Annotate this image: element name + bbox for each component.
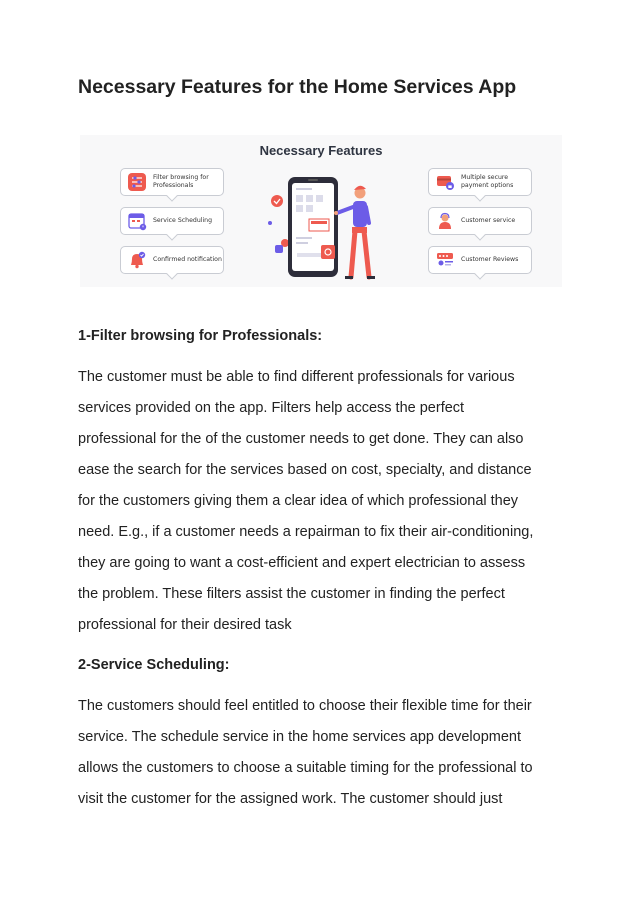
phone-person-illustration — [265, 173, 385, 285]
feature-card-service-scheduling — [120, 207, 224, 235]
feature-card-filter-browsing — [120, 168, 224, 196]
section-paragraph — [78, 362, 558, 641]
paragraph-line: visit the customer for the assigned work. The customer should just — [78, 791, 503, 807]
section-paragraph — [78, 691, 558, 815]
features-infographic — [80, 135, 562, 287]
paragraph-line: The customers should feel entitled to choose their flexible time for their — [78, 698, 532, 714]
paragraph-line: professional for the of the customer needs to get done. They can also — [78, 431, 524, 447]
paragraph-line: the problem. These filters assist the customer in finding the perfect — [78, 586, 505, 602]
check-badge-icon — [271, 195, 283, 207]
paragraph-line: they are going to want a cost-efficient and expert electrician to assess — [78, 555, 526, 571]
section-heading: 2-Service Scheduling: — [78, 657, 230, 673]
reviews-icon — [435, 250, 455, 270]
paragraph-line: need. E.g., if a customer needs a repairman to fix their air-conditioning, — [78, 524, 534, 540]
paragraph-line: allows the customers to choose a suitable timing for the professional to — [78, 760, 533, 776]
feature-card-label: Multiple secure payment options — [461, 174, 514, 189]
feature-card-customer-reviews — [428, 246, 532, 274]
feature-card-secure-payment — [428, 168, 532, 196]
secure-payment-icon — [435, 172, 455, 192]
feature-card-label: Filter browsing for Professionals — [153, 174, 209, 189]
paragraph-line: The customer must be able to find different professionals for various — [78, 369, 515, 385]
customer-service-icon — [435, 211, 455, 231]
feature-card-confirmed-notification — [120, 246, 224, 274]
feature-card-customer-service — [428, 207, 532, 235]
paragraph-line: service. The schedule service in the home services app development — [78, 729, 522, 745]
paragraph-line: professional for their desired task — [78, 617, 292, 633]
feature-card-label: Customer Reviews — [461, 256, 519, 263]
paragraph-line: services provided on the app. Filters help access the perfect — [78, 400, 465, 416]
section-heading: 1-Filter browsing for Professionals: — [78, 328, 323, 344]
paragraph-line: ease the search for the services based on cost, specialty, and distance — [78, 462, 532, 478]
filter-sliders-icon — [127, 172, 147, 192]
paragraph-line: for the customers giving them a clear idea of which professional they — [78, 493, 519, 509]
feature-card-label: Customer service — [461, 217, 516, 224]
calendar-icon — [127, 211, 147, 231]
feature-card-label: Service Scheduling — [153, 217, 213, 224]
feature-card-label: Confirmed notification — [153, 256, 222, 263]
page-title: Necessary Features for the Home Services App — [78, 76, 517, 98]
bell-icon — [127, 250, 147, 270]
infographic-heading: Necessary Features — [259, 143, 383, 158]
